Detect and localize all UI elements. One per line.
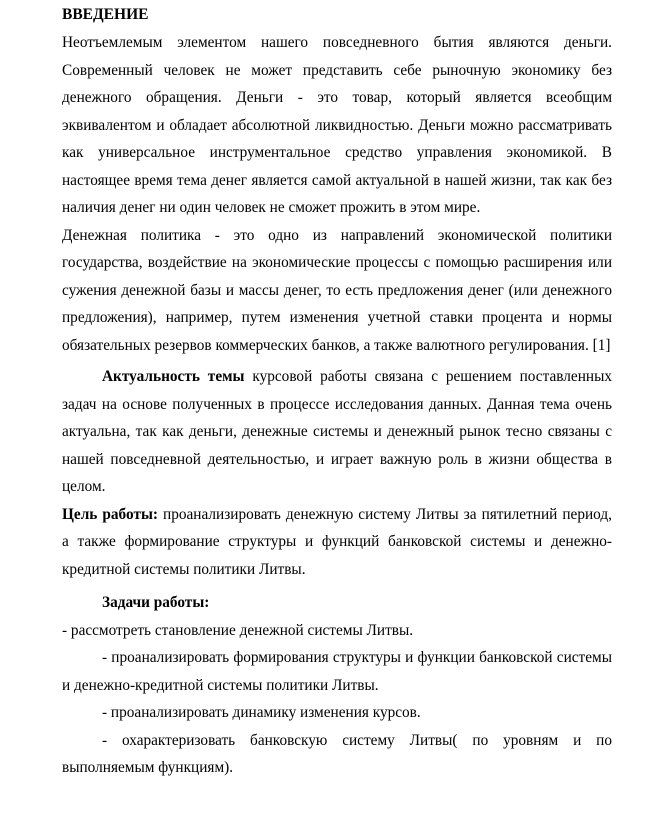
tasks-heading: Задачи работы: xyxy=(102,594,210,611)
task-item: - рассмотреть становление денежной системы Литвы. xyxy=(62,621,414,639)
relevance-label: Актуальность темы xyxy=(102,368,245,385)
intro-paragraph: Неотъемлемым элементом нашего повседневного бытия являются деньги. Современный человек не может представить себе рыночную экономику без денежного обращения. Деньги - это товар, который является всеобщим эквивалентом и обладает абсолютной ликвидностью. Деньги можно рассматривать как универсальное инструментальное средство управления экономикой. В настоящее время тема денег является самой актуальной в нашей жизни, так как без наличия денег ни один человек не сможет прожить в этом мире. xyxy=(62,34,612,216)
document-page xyxy=(62,0,612,782)
relevance-text: курсовой работы связана с решением поставленных задач на основе полученных в процессе исследования данных. Данная тема очень актуальна, так как деньги, денежные системы и денежный рынок тесно связаны с нашей повседневной деятельностью, и играет важную роль в жизни общества в целом. xyxy=(62,368,612,495)
task-item: - охарактеризовать банковскую систему Литвы( по уровням и по выполняемым функциям). xyxy=(62,731,612,776)
goal-label: Цель работы: xyxy=(62,505,158,523)
task-item: - проанализировать формирования структуры и функции банковской системы и денежно-кредитной системы политики Литвы. xyxy=(62,649,612,694)
relevance-paragraph xyxy=(62,363,612,501)
goal-text: проанализировать денежную систему Литвы за пятилетний период, а также формирование структуры и функций банковской системы и денежно-кредитной системы политики Литвы. xyxy=(62,505,612,578)
policy-paragraph: Денежная политика - это одно из направлений экономической политики государства, воздействие на экономические процессы с помощью расширения или сужения денежной базы и массы денег, то есть предложения денег (или денежного предложения), например, путем изменения учетной ставки процента и нормы обязательных резервов коммерческих банков, а также валютного регулирования. [1] xyxy=(62,226,612,354)
goal-paragraph xyxy=(62,501,612,584)
task-item: - проанализировать динамику изменения курсов. xyxy=(102,704,421,721)
page-title: ВВЕДЕНИЕ xyxy=(62,6,149,23)
